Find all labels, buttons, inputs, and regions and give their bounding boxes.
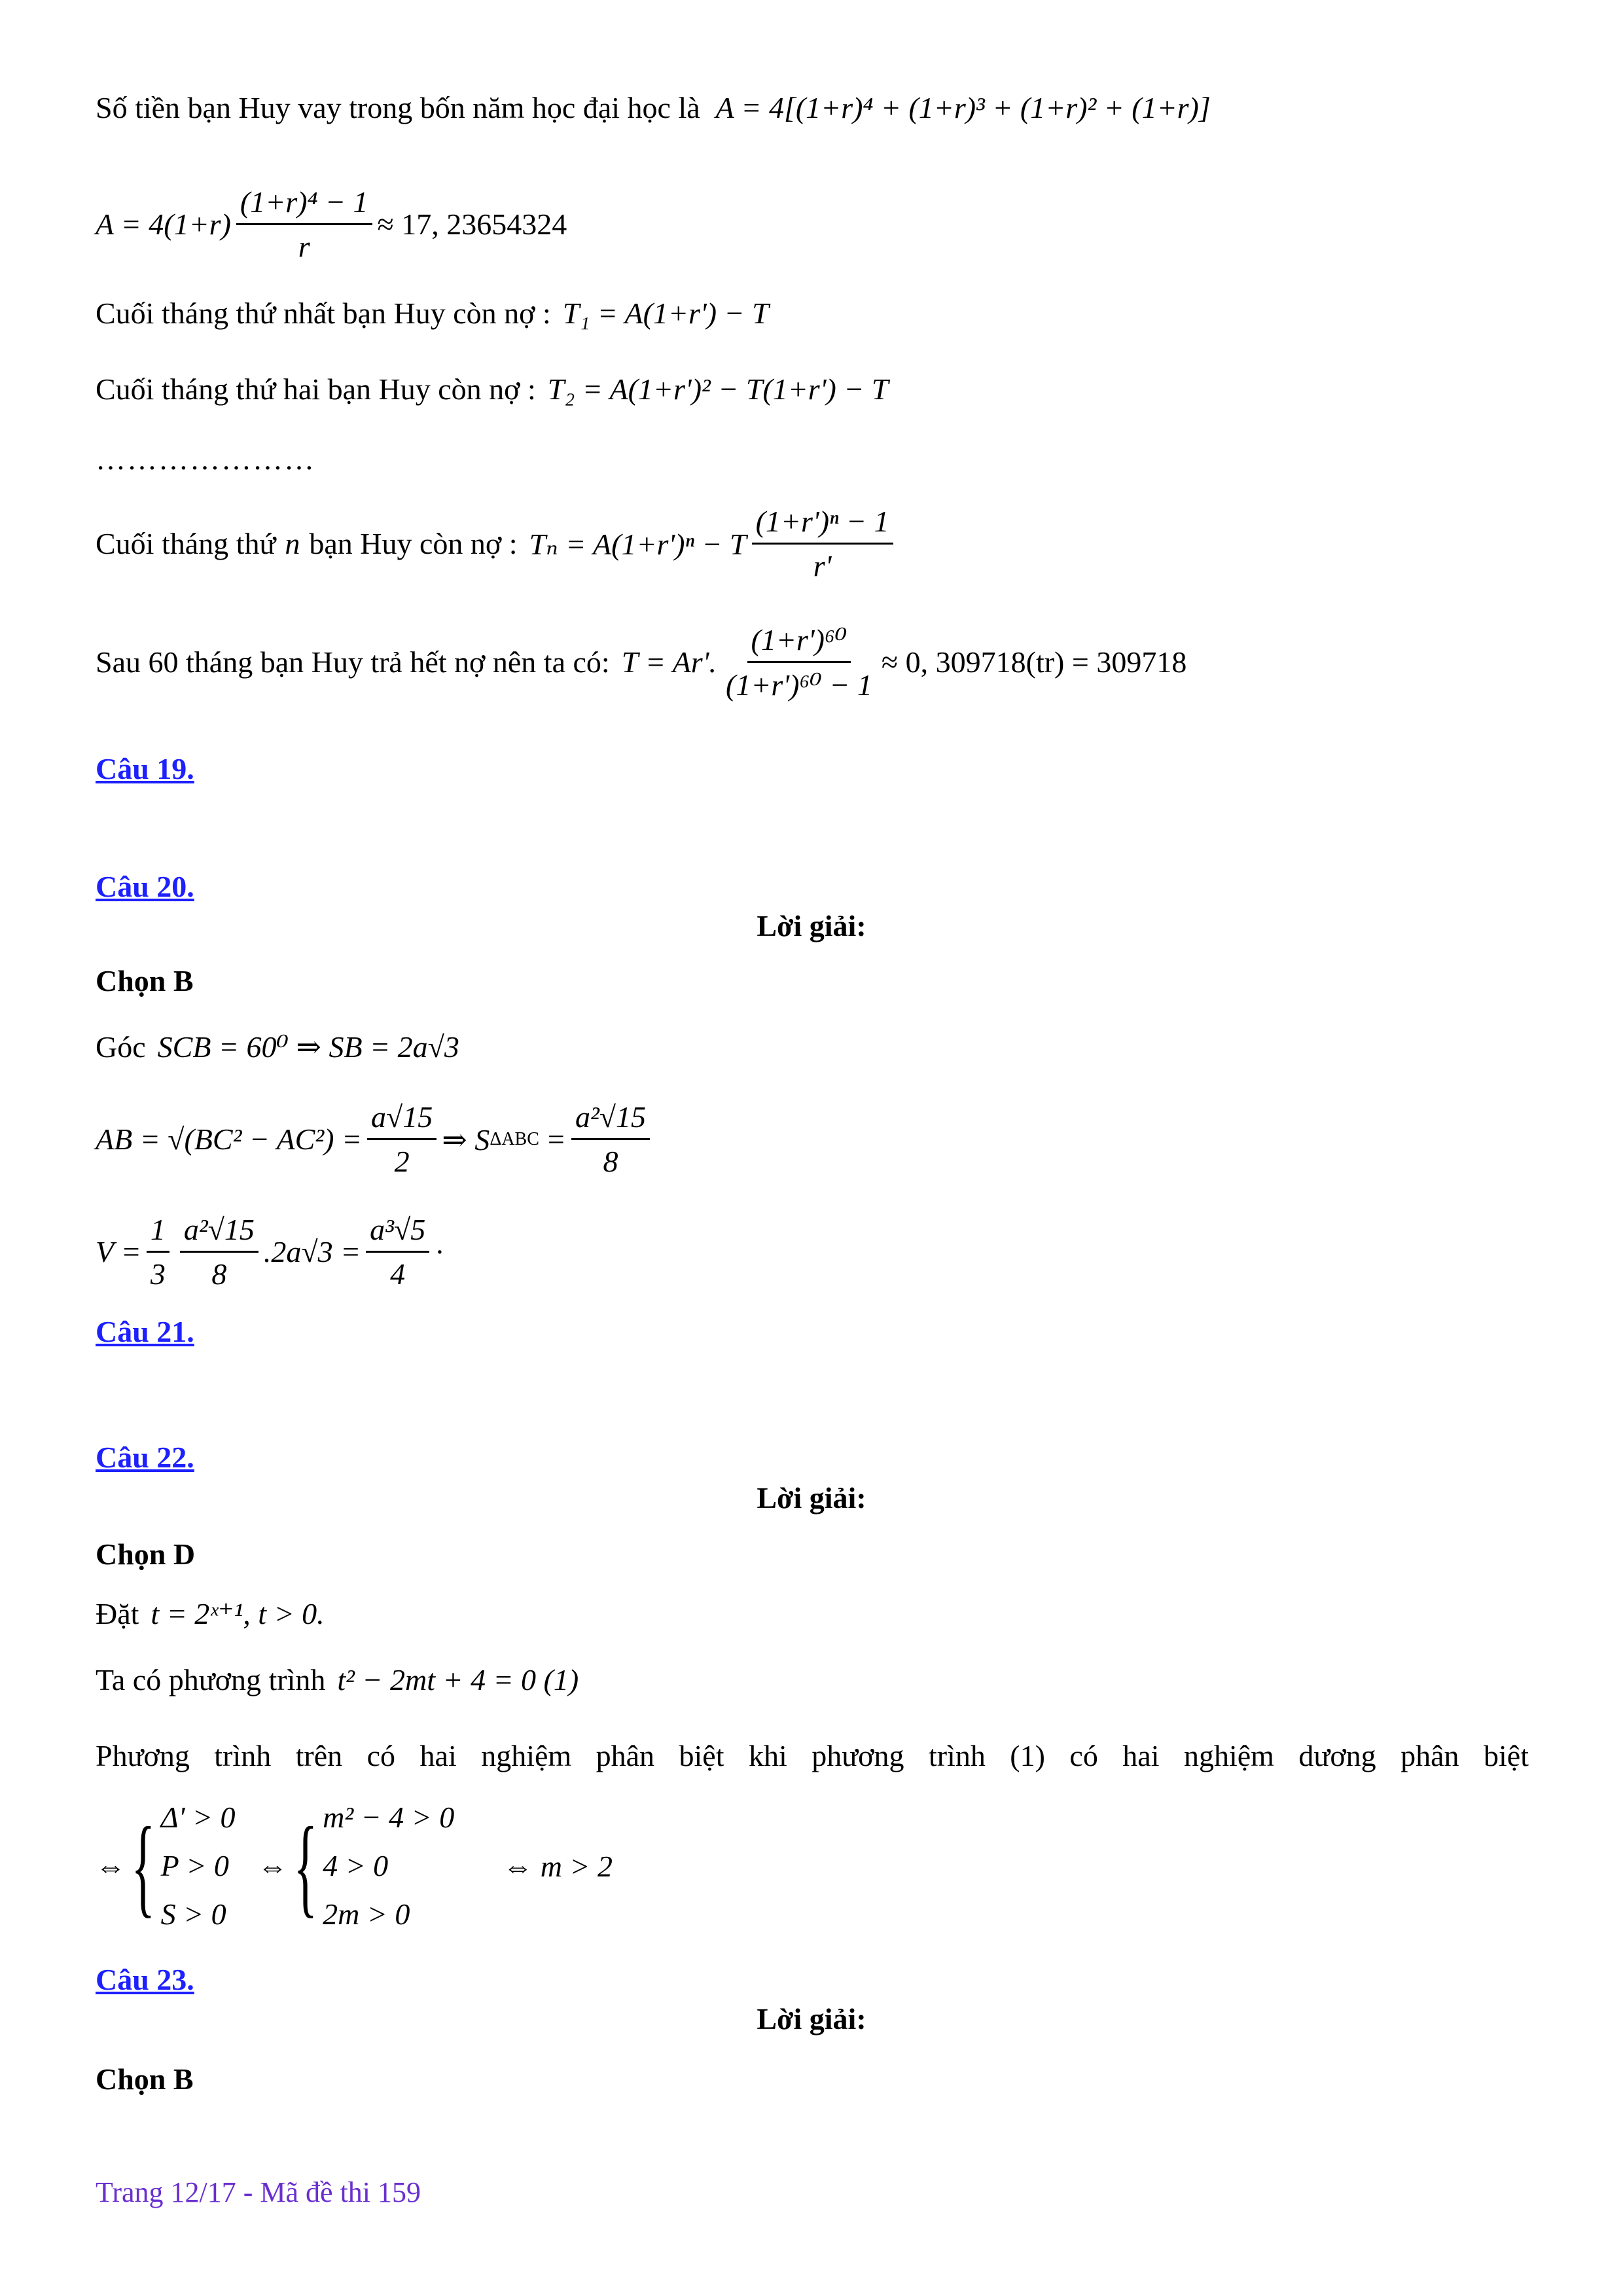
q23-solution-title: Lời giải: <box>757 2002 866 2036</box>
month2-debt-line <box>96 372 889 406</box>
question-22-heading[interactable]: Câu 22. <box>96 1441 194 1474</box>
q20-choice: Chọn B <box>96 964 194 997</box>
q20-volume-end: · <box>435 1235 445 1268</box>
fraction-numerator: (1+r')⁶⁰ <box>747 622 851 663</box>
q20-base-area <box>180 1212 259 1291</box>
fraction-numerator: a²√15 <box>180 1212 259 1253</box>
q22-choice: Chọn D <box>96 1537 196 1571</box>
q20-ab-fraction <box>367 1100 437 1179</box>
payment-fraction <box>722 622 876 702</box>
closed-form-fraction <box>236 185 372 264</box>
fraction-numerator: a√15 <box>367 1100 437 1140</box>
month1-text: Cuối tháng thứ nhất bạn Huy còn nợ : <box>96 296 551 330</box>
q22-solution-title: Lời giải: <box>757 1481 866 1515</box>
q22-substitution-line <box>96 1596 325 1631</box>
fraction-denominator: 4 <box>390 1257 406 1291</box>
fraction-denominator: 3 <box>150 1257 166 1291</box>
monthn-n: n <box>285 527 300 560</box>
payment-text: Sau 60 tháng bạn Huy trả hết nợ nên ta có: <box>96 645 610 679</box>
sys2-row: m² − 4 > 0 <box>323 1801 455 1834</box>
q22-sub-formula: t = 2ˣ⁺¹, t > 0. <box>151 1597 325 1630</box>
ellipsis: ………………… <box>96 442 315 476</box>
q20-area-mid: ⇒ S <box>442 1122 490 1157</box>
q20-volume-lhs: V = <box>96 1235 141 1268</box>
q22-sys-arrow-2: ⇔ <box>257 1849 288 1883</box>
q20-volume-result <box>366 1212 429 1291</box>
fraction-numerator: 1 <box>147 1212 169 1253</box>
month1-formula: T₁ = A(1+r') − T <box>562 296 769 330</box>
q20-angle-text: Góc <box>96 1030 146 1064</box>
closed-form-approx: ≈ 17, 23654324 <box>377 207 567 241</box>
fraction-numerator: a²√15 <box>571 1100 650 1140</box>
fraction-denominator: 2 <box>394 1145 410 1178</box>
payment-lhs: T = Ar'. <box>621 645 717 679</box>
q22-system-1 <box>161 1793 236 1939</box>
q23-choice: Chọn B <box>96 2062 194 2096</box>
q20-solution-title: Lời giải: <box>757 909 866 942</box>
monthn-debt-line <box>96 504 899 583</box>
fraction-denominator: r <box>298 230 310 263</box>
fraction-denominator: 8 <box>603 1145 618 1178</box>
q22-system-line <box>96 1793 613 1939</box>
loan-sum-text: Số tiền bạn Huy vay trong bốn năm học đại học là <box>96 91 700 124</box>
monthn-fraction <box>752 504 893 583</box>
q20-area-line <box>96 1100 655 1179</box>
payment-rhs: ≈ 0, 309718(tr) = 309718 <box>881 645 1187 679</box>
q20-volume-mid: .2a√3 = <box>263 1235 361 1268</box>
left-brace-icon: { <box>131 1804 156 1928</box>
page-footer: Trang 12/17 - Mã đề thi 159 <box>96 2176 421 2208</box>
left-brace-icon: { <box>293 1804 317 1928</box>
question-21-heading[interactable]: Câu 21. <box>96 1315 194 1348</box>
month1-debt-line <box>96 296 769 331</box>
monthn-lhs: Tₙ = A(1+r')ⁿ − T <box>529 527 747 561</box>
q20-area-lhs: AB = √(BC² − AC²) = <box>96 1122 363 1156</box>
q22-result: ⇔ m > 2 <box>503 1849 613 1883</box>
q22-equation-line <box>96 1662 579 1697</box>
month2-formula: T₂ = A(1+r')² − T(1+r') − T <box>547 372 889 406</box>
sys2-row: 2m > 0 <box>323 1897 410 1931</box>
closed-form-lhs: A = 4(1+r) <box>96 207 231 241</box>
q20-area-sub: ΔABC <box>490 1128 539 1149</box>
q22-sys-arrow-1: ⇔ <box>96 1849 126 1883</box>
q20-volume-line <box>96 1212 445 1291</box>
fraction-denominator: 8 <box>211 1257 227 1291</box>
q22-condition-text: Phương trình trên có hai nghiệm phân biệt khi phương trình (1) có hai nghiệm dương phân biệt <box>96 1739 1529 1772</box>
fraction-numerator: a³√5 <box>366 1212 429 1253</box>
sys2-row: 4 > 0 <box>323 1849 389 1882</box>
fraction-denominator: r' <box>813 549 832 583</box>
month2-text: Cuối tháng thứ hai bạn Huy còn nợ : <box>96 372 536 406</box>
q20-one-third <box>147 1212 169 1291</box>
monthn-text-b: bạn Huy còn nợ : <box>309 527 518 560</box>
ellipsis-line <box>96 442 315 476</box>
sys1-row: S > 0 <box>160 1897 226 1931</box>
fraction-numerator: (1+r')ⁿ − 1 <box>752 504 893 545</box>
loan-sum-closed-form <box>96 185 567 264</box>
sys1-row: P > 0 <box>160 1849 229 1882</box>
question-19-heading[interactable]: Câu 19. <box>96 752 194 785</box>
q22-eq-formula: t² − 2mt + 4 = 0 (1) <box>337 1663 579 1696</box>
q20-area-fraction <box>571 1100 650 1179</box>
fraction-numerator: (1+r)⁴ − 1 <box>236 185 372 225</box>
loan-sum-line <box>96 90 1211 125</box>
loan-sum-formula: A = 4[(1+r)⁴ + (1+r)³ + (1+r)² + (1+r)] <box>715 91 1211 124</box>
q20-angle-line <box>96 1029 459 1064</box>
q20-angle-formula: SCB = 60⁰ ⇒ SB = 2a√3 <box>157 1030 459 1064</box>
q20-area-eq: = <box>545 1122 566 1156</box>
q22-eq-text: Ta có phương trình <box>96 1663 326 1696</box>
fraction-denominator: (1+r')⁶⁰ − 1 <box>726 668 872 702</box>
q22-system-2 <box>323 1793 454 1939</box>
q22-sub-text: Đặt <box>96 1596 139 1630</box>
question-20-heading[interactable]: Câu 20. <box>96 870 194 903</box>
question-23-heading[interactable]: Câu 23. <box>96 1963 194 1996</box>
sys1-row: Δ' > 0 <box>160 1801 236 1834</box>
payment-line <box>96 622 1186 702</box>
monthn-text-a: Cuối tháng thứ <box>96 527 276 560</box>
